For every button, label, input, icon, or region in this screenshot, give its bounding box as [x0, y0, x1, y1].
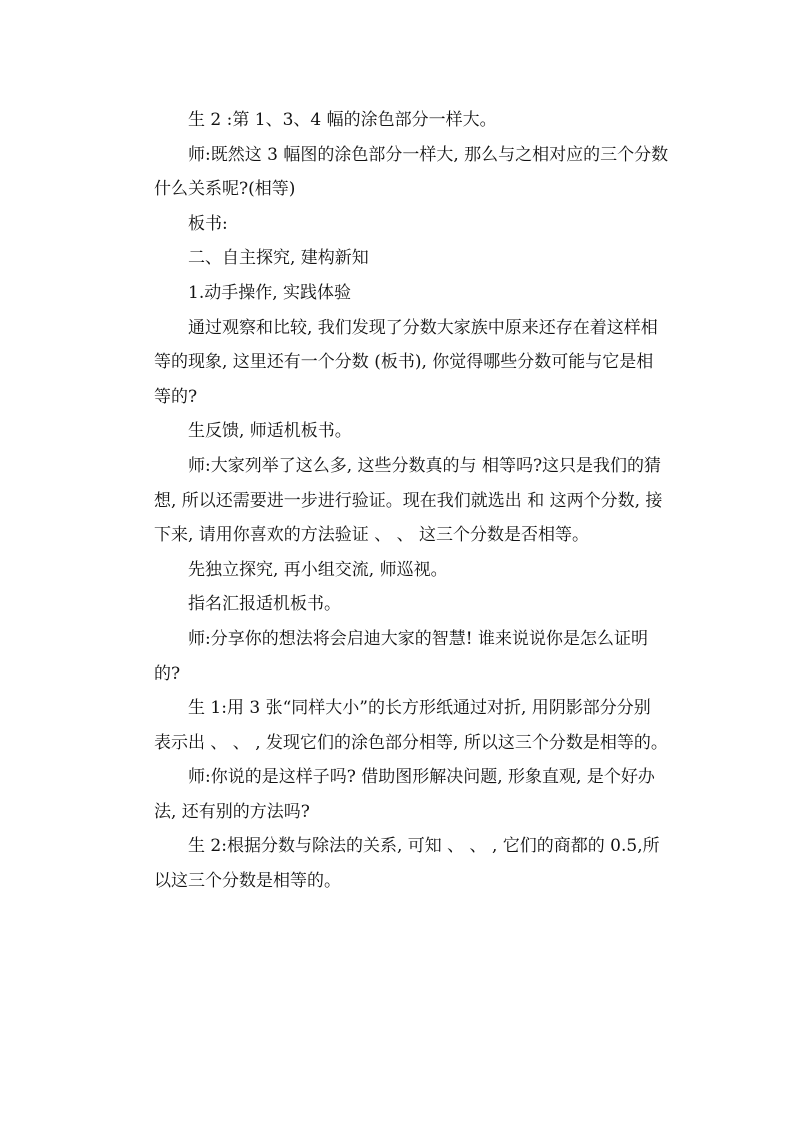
paragraph	[120, 760, 680, 829]
text-line: 通过观察和比较, 我们发现了分数大家族中原来还存在着这样相	[188, 317, 658, 338]
paragraph	[120, 449, 680, 553]
paragraph	[120, 103, 680, 138]
text-line: 什么关系呢?(相等)	[154, 179, 296, 200]
paragraph	[120, 587, 680, 622]
text-line: 指名汇报适机板书。	[188, 594, 341, 615]
text-line: 想, 所以还需要进一步进行验证。现在我们就选出 和 这两个分数, 接	[154, 490, 663, 511]
text-line: 下来, 请用你喜欢的方法验证 、 、 这三个分数是否相等。	[154, 525, 590, 546]
text-line: 板书:	[188, 213, 228, 234]
text-line: 二、自主探究, 建构新知	[188, 248, 369, 269]
paragraph	[120, 138, 680, 207]
text-line: 的?	[154, 663, 181, 684]
text-line: 先独立探究, 再小组交流, 师巡视。	[188, 559, 448, 580]
paragraph	[120, 414, 680, 449]
text-line: 以这三个分数是相等的。	[154, 871, 341, 892]
text-line: 师:你说的是这样子吗? 借助图形解决问题, 形象直观, 是个好办	[188, 767, 655, 788]
text-line: 生 2:根据分数与除法的关系, 可知 、 、 , 它们的商都的 0.5,所	[188, 836, 660, 857]
text-line: 等的现象, 这里还有一个分数 (板书), 你觉得哪些分数可能与它是相	[154, 352, 654, 373]
section-heading	[120, 241, 680, 276]
body-text	[120, 103, 680, 899]
text-line: 师:既然这 3 幅图的涂色部分一样大, 那么与之相对应的三个分数	[188, 144, 669, 165]
subsection-heading	[120, 276, 680, 311]
paragraph	[120, 691, 680, 760]
paragraph	[120, 622, 680, 691]
paragraph	[120, 553, 680, 588]
text-line: 生反馈, 师适机板书。	[188, 421, 352, 442]
text-line: 1.动手操作, 实践体验	[188, 282, 352, 303]
text-line: 表示出 、 、 , 发现它们的涂色部分相等, 所以这三个分数是相等的。	[154, 732, 668, 753]
text-line: 师:分享你的想法将会启迪大家的智慧! 谁来说说你是怎么证明	[188, 628, 648, 649]
text-line: 生 2 :第 1、3、4 幅的涂色部分一样大。	[188, 110, 497, 130]
text-line: 师:大家列举了这么多, 这些分数真的与 相等吗?这只是我们的猜	[188, 455, 662, 476]
text-line: 等的?	[154, 386, 198, 407]
paragraph	[120, 311, 680, 415]
paragraph	[120, 829, 680, 898]
text-line: 法, 还有别的方法吗?	[154, 801, 310, 822]
text-line: 生 1:用 3 张“同样大小”的长方形纸通过对折, 用阴影部分分别	[188, 698, 651, 719]
paragraph	[120, 207, 680, 242]
